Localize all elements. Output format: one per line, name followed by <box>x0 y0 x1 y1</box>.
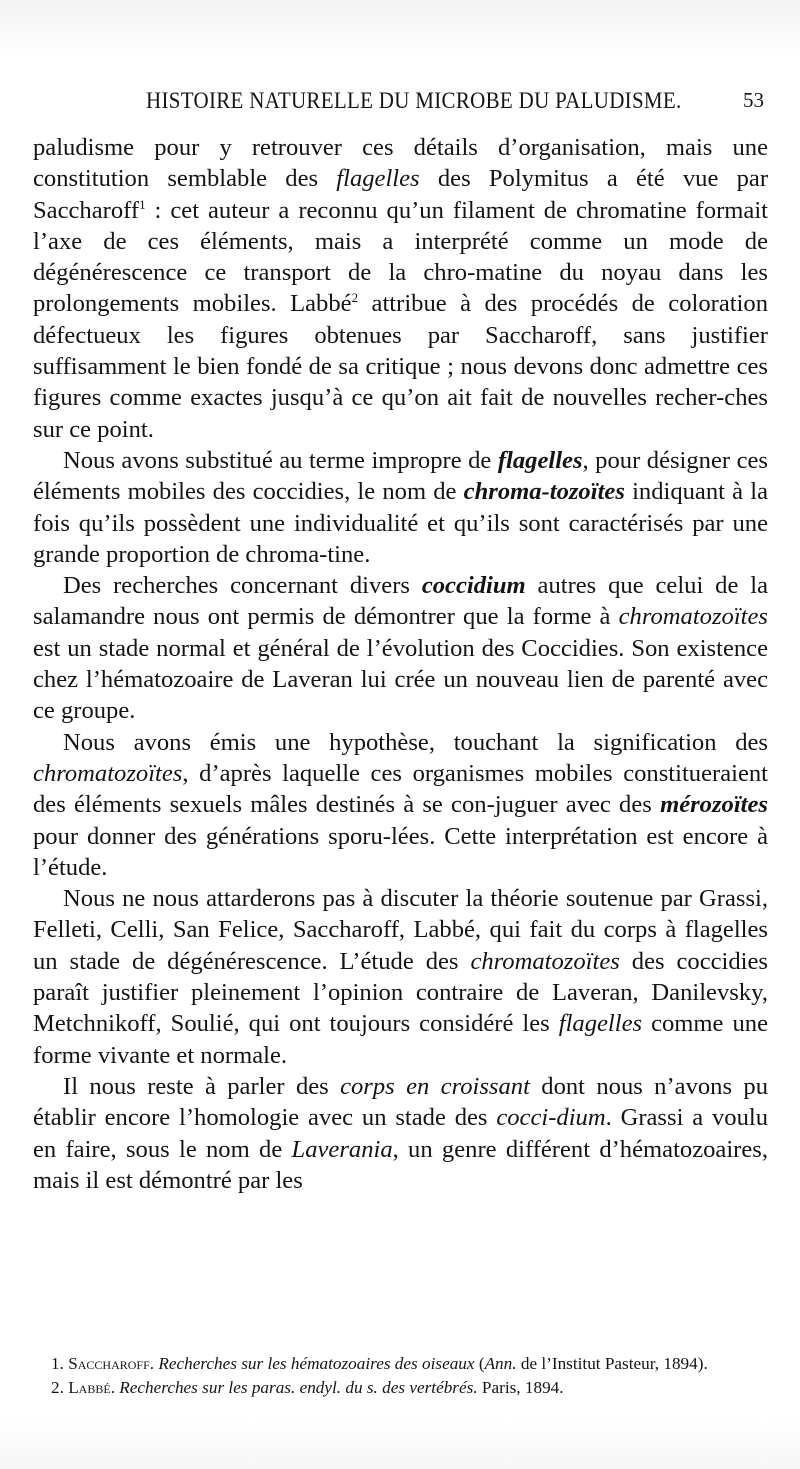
footnote-journal: Ann. <box>484 1354 517 1373</box>
text-run: : cet auteur a reconnu qu’un filament de chromatine formait l’axe de ces éléments, mais a interprété comme un mode de dégénérescence ce transport de la chro-matine du noyau dans les prolongements mobiles. Labbé <box>33 196 768 318</box>
italic-term: chroma-tozoïtes <box>463 478 625 506</box>
footnote-title: Recherches sur les hématozoaires des oiseaux <box>158 1354 475 1373</box>
text-run: est un stade normal et général de l’évolution des Coccidies. Son existence chez l’hématozoaire de Laveran lui crée un nouveau lien de parenté avec ce groupe. <box>33 634 768 725</box>
italic-term: chromatozoïtes <box>470 947 620 975</box>
text-run: autres que celui de la salamandre nous ont permis de démontrer que la forme à <box>33 572 768 631</box>
footnote-text: Paris, 1894. <box>477 1378 564 1397</box>
footnote-number: 2. <box>51 1378 64 1397</box>
paragraph-2 <box>33 445 768 570</box>
text-run: Nous ne nous attarderons pas à discuter la théorie soutenue par Grassi, Felleti, Celli, San Felice, Saccharoff, Labbé, qui fait du corps à flagelles un stade de dégénérescence. L’étude des <box>33 885 768 975</box>
text-run: Des recherches concernant divers <box>63 572 422 600</box>
page-number: 53 <box>743 88 764 112</box>
text-run: . Grassi a voulu en faire, sous le nom de <box>33 1104 769 1163</box>
text-run: Nous avons émis une hypothèse, touchant la signification des <box>63 728 768 756</box>
italic-term: coccidium <box>421 572 526 600</box>
text-run: comme une forme vivante et normale. <box>33 1010 768 1069</box>
italic-term: flagelles <box>336 165 420 193</box>
text-run: indiquant à la fois qu’ils possèdent une individualité et qu’ils sont caractérisés par une grande proportion de chroma-tine. <box>33 478 768 568</box>
footnote-title: Recherches sur les paras. endyl. du s. des vertébrés. <box>119 1378 478 1397</box>
italic-term: Laverania <box>291 1135 393 1163</box>
footnote-1 <box>33 1352 768 1375</box>
text-run: pour donner des générations sporu-lées. Cette interprétation est encore à l’étude. <box>33 822 768 881</box>
italic-term: corps en croissant <box>340 1072 530 1100</box>
paragraph-3 <box>33 570 768 726</box>
footnote-text: ( <box>474 1354 485 1373</box>
footnote-2 <box>33 1376 768 1399</box>
paragraph-1 <box>33 132 768 445</box>
footnotes <box>33 1352 768 1400</box>
body-text <box>33 132 768 1196</box>
running-header <box>30 88 770 118</box>
text-run: Il nous reste à parler des <box>63 1072 341 1100</box>
italic-term: chromatozoïtes <box>618 603 768 631</box>
text-run: paludisme pour y retrouver ces détails d’organisation, mais une constitution semblable des <box>33 134 768 193</box>
footnote-author: Saccharoff. <box>68 1354 155 1373</box>
footnote-author: Labbé. <box>68 1378 115 1397</box>
footnote-ref-1: 1 <box>139 196 146 212</box>
paragraph-5 <box>33 883 768 1071</box>
paragraph-4 <box>33 727 768 883</box>
footnote-text: de l’Institut Pasteur, 1894). <box>516 1354 708 1373</box>
italic-term: flagelles <box>558 1010 643 1038</box>
running-title: HISTOIRE NATURELLE DU MICROBE DU PALUDISME. <box>146 86 682 114</box>
text-run: dont nous n’avons pu établir encore l’homologie avec un stade des <box>33 1072 768 1132</box>
footnote-ref-2: 2 <box>351 290 359 306</box>
footnote-number: 1. <box>51 1354 64 1373</box>
paragraph-6 <box>33 1071 768 1196</box>
italic-term: cocci-dium <box>496 1104 606 1132</box>
italic-term: flagelles <box>497 446 583 474</box>
italic-term: mérozoïtes <box>660 791 768 819</box>
text-run: , d’après laquelle ces organismes mobiles constitueraient des éléments sexuels mâles destinés à se con-juguer avec des <box>33 759 768 819</box>
text-run: des Polymitus a été vue par Saccharoff <box>33 165 769 224</box>
text-run: , pour désigner ces éléments mobiles des coccidies, le nom de <box>33 446 768 506</box>
text-run: attribue à des procédés de coloration défectueux les figures obtenues par Saccharoff, sans justifier suffisamment le bien fondé de sa critique ; nous devons donc admettre ces figures comme exactes jusqu’à ce qu’on ait fait de nouvelles recher-ches sur ce point. <box>33 290 768 443</box>
text-run: Nous avons substitué au terme impropre de <box>63 446 498 474</box>
text-run: , un genre différent d’hématozoaires, mais il est démontré par les <box>33 1135 768 1194</box>
italic-term: chromatozoïtes <box>33 759 183 787</box>
text-run: des coccidies paraît justifier pleinement l’opinion contraire de Laveran, Danilevsky, Metchnikoff, Soulié, qui ont toujours considéré les <box>33 947 768 1038</box>
